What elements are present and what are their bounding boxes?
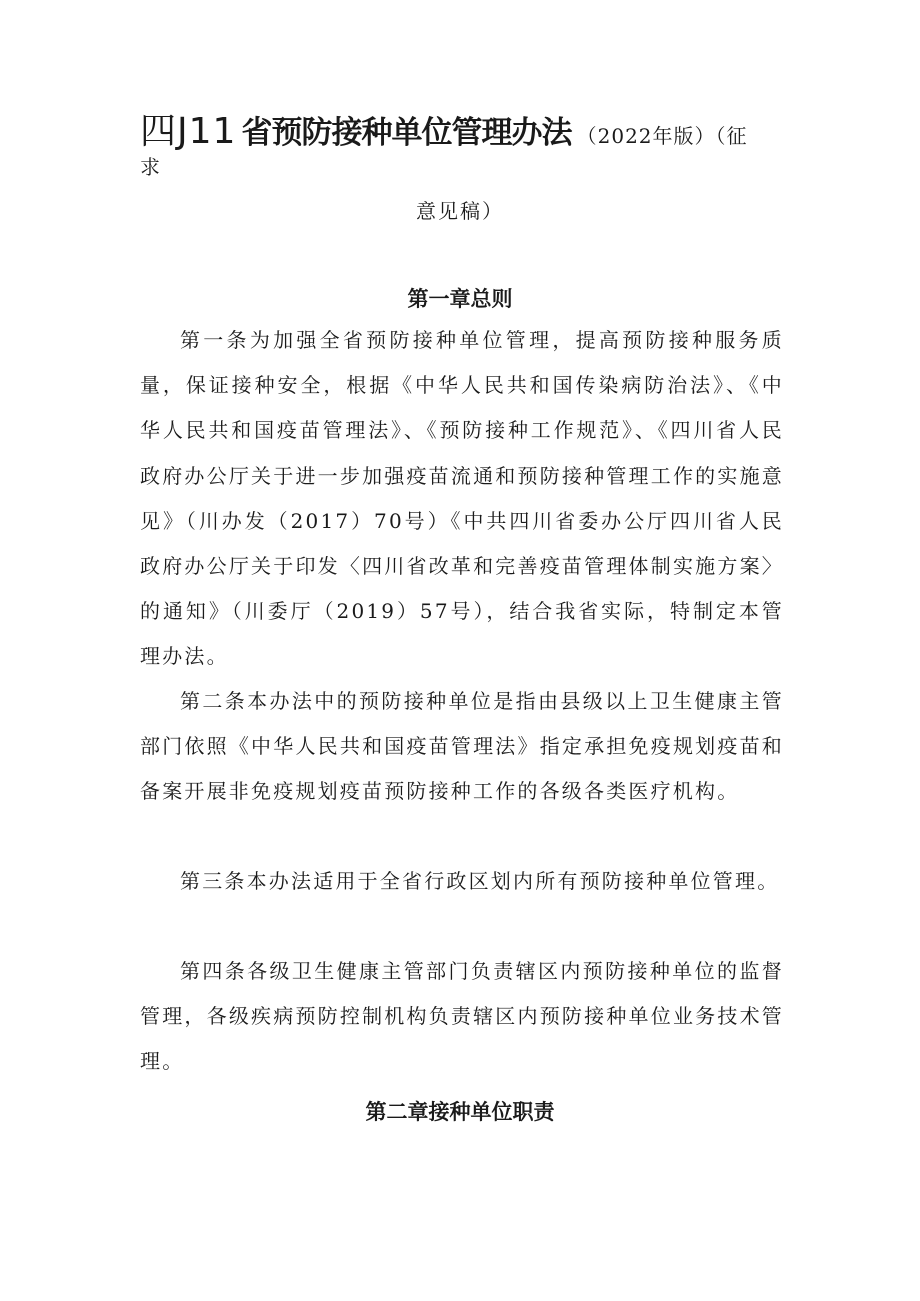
article-1: 第一条为加强全省预防接种单位管理，提高预防接种服务质量，保证接种安全，根据《中华人民共和国传染病防治法》、《中华人民共和国疫苗管理法》、《预防接种工作规范》、《四川省人民政府办公厅关于进一步加强疫苗流通和预防接种管理工作的实施意见》（川办发（2017）70号）《中共四川省委办公厅四川省人民政府办公厅关于印发〈四川省改革和完善疫苗管理体制实施方案〉的通知》（川委厅（2019）57号），结合我省实际，特制定本管理办法。 bbox=[140, 328, 784, 669]
title-wrap: 求 bbox=[140, 155, 160, 179]
chapter-heading-1: 第一章总则 bbox=[407, 287, 513, 311]
title-continuation: 意见稿） bbox=[416, 199, 504, 223]
article-3: 第三条本办法适用于全省行政区划内所有预防接种单位管理。 bbox=[180, 869, 780, 893]
document-title bbox=[140, 108, 800, 162]
chapter-heading-2: 第二章接种单位职责 bbox=[365, 1100, 555, 1124]
article-2: 第二条本办法中的预防接种单位是指由县级以上卫生健康主管部门依照《中华人民共和国疫苗管理法》指定承担免疫规划疫苗和备案开展非免疫规划疫苗预防接种工作的各级各类医疗机构。 bbox=[140, 689, 784, 804]
title-suffix: （2022年版）（征 bbox=[576, 124, 748, 148]
article-4: 第四条各级卫生健康主管部门负责辖区内预防接种单位的监督管理，各级疾病预防控制机构负责辖区内预防接种单位业务技术管理。 bbox=[140, 959, 784, 1074]
title-main: 省预防接种单位管理办法 bbox=[241, 115, 572, 151]
title-prefix: 四J11 bbox=[140, 111, 237, 152]
